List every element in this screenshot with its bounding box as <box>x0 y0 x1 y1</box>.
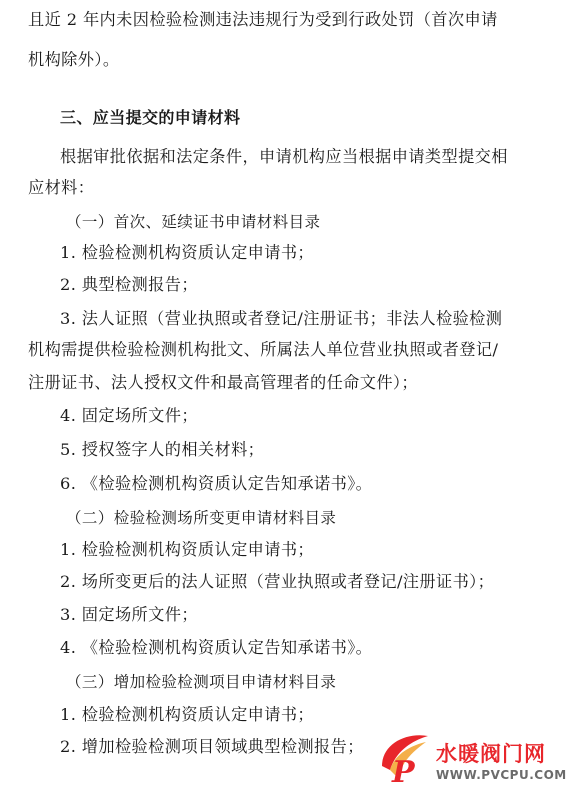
list-item: 2. 典型检测报告； <box>60 275 198 294</box>
list-item: 6. 《检验检测机构资质认定告知承诺书》。 <box>60 474 373 493</box>
text-line: 且近 2 年内未因检验检测违法违规行为受到行政处罚（首次申请 <box>28 10 498 29</box>
subsection-heading: （二）检验检测场所变更申请材料目录 <box>66 509 337 527</box>
list-item: 5. 授权签字人的相关材料； <box>60 440 265 459</box>
list-item: 4. 固定场所文件； <box>60 406 198 425</box>
text-line: 机构除外）。 <box>28 50 120 69</box>
list-item: 3. 法人证照（营业执照或者登记/注册证书；非法人检验检测 <box>60 309 503 328</box>
list-item: 4. 《检验检测机构资质认定告知承诺书》。 <box>60 638 373 657</box>
text-line: 根据审批依据和法定条件，申请机构应当根据申请类型提交相 <box>60 147 508 166</box>
text-line: 机构需提供检验检测机构批文、所属法人单位营业执照或者登记/ <box>28 340 499 359</box>
list-item: 2. 场所变更后的法人证照（营业执照或者登记/注册证书）； <box>60 572 495 591</box>
subsection-heading: （一）首次、延续证书申请材料目录 <box>66 213 321 231</box>
site-url: WWW.PVCPU.COM <box>436 768 567 782</box>
list-item: 2. 增加检验检测项目领域典型检测报告； <box>60 737 364 756</box>
list-item: 1. 检验检测机构资质认定申请书； <box>60 705 315 724</box>
text-line: 应材料： <box>28 178 95 197</box>
site-logo-icon <box>372 726 436 792</box>
text-line: 注册证书、法人授权文件和最高管理者的任命文件）； <box>28 373 418 392</box>
logo-letter: P <box>392 755 415 790</box>
subsection-heading: （三）增加检验检测项目申请材料目录 <box>66 673 337 691</box>
section-heading: 三、应当提交的申请材料 <box>60 108 241 127</box>
list-item: 3. 固定场所文件； <box>60 605 198 624</box>
site-name: 水暖阀门网 <box>436 742 546 766</box>
list-item: 1. 检验检测机构资质认定申请书； <box>60 243 315 262</box>
site-watermark <box>372 726 567 796</box>
list-item: 1. 检验检测机构资质认定申请书； <box>60 540 315 559</box>
